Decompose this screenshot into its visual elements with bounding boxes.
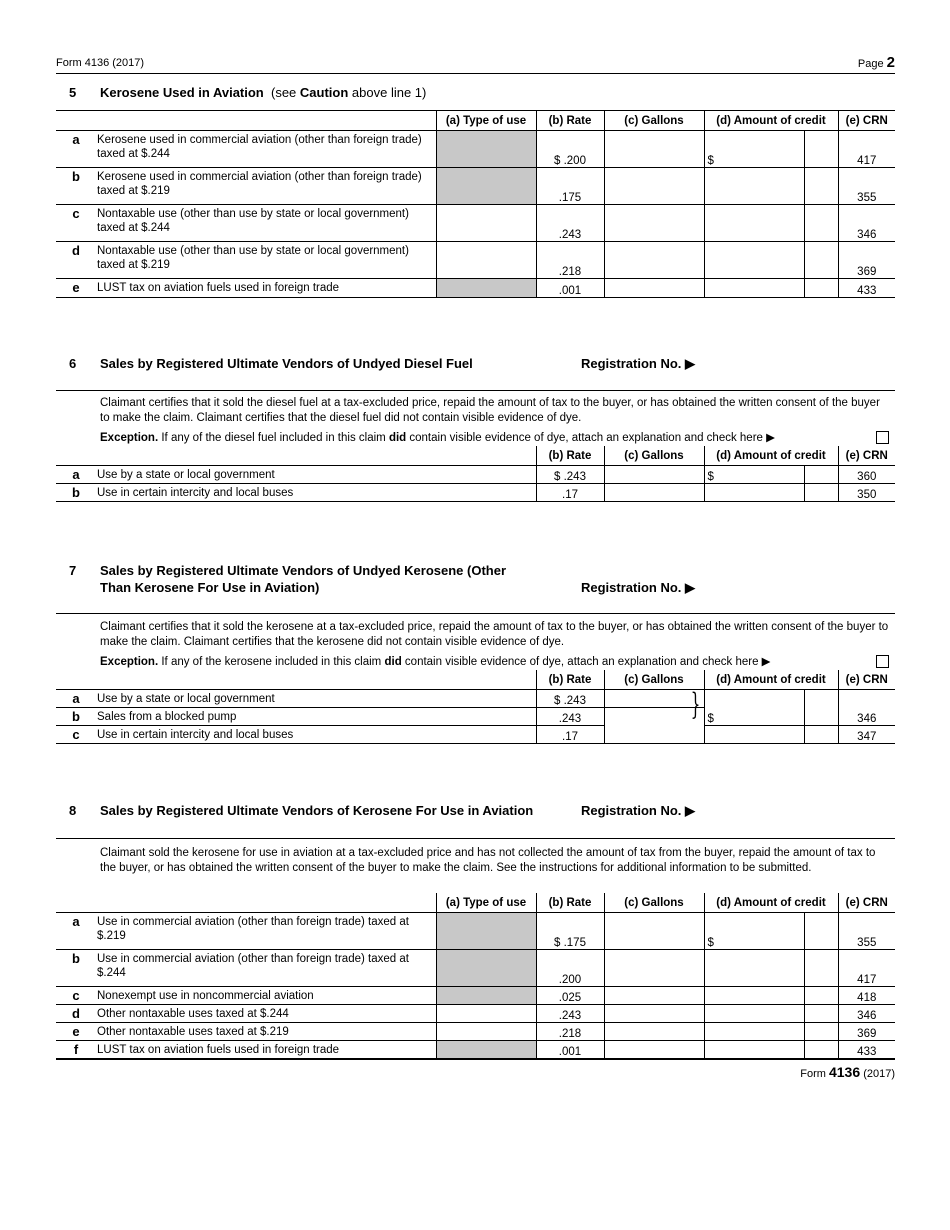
registration-number-label: Registration No. ▶ — [581, 803, 696, 818]
type-of-use-input — [436, 131, 536, 168]
type-of-use-input[interactable] — [436, 242, 536, 279]
section-7-exception: Exception. If any of the kerosene included in this claim did contain visible evidence of dye, attach an explanation and check here ▶ — [100, 656, 771, 668]
col-type-of-use: (a) Type of use — [436, 893, 536, 913]
col-crn: (e) CRN — [838, 446, 895, 466]
table-row: e Other nontaxable uses taxed at $.219 .218 369 — [56, 1023, 895, 1041]
col-rate: (b) Rate — [536, 893, 604, 913]
table-header-row — [56, 670, 895, 690]
type-of-use-input[interactable] — [436, 1023, 536, 1041]
table-header-row — [56, 111, 895, 131]
section-8-certification: Claimant sold the kerosene for use in aviation at a tax-excluded price and has not collected the amount of tax from the buyer, repaid the amount of tax to the buyer, or has obtained the written consent of the buyer to make the claim. See the instructions for additional information to be submitted. — [100, 847, 876, 874]
col-crn: (e) CRN — [838, 893, 895, 913]
table-row: c Use in certain intercity and local buses .17 347 — [56, 726, 895, 744]
section-7-table — [56, 670, 895, 744]
col-amount-of-credit: (d) Amount of credit — [704, 111, 838, 131]
type-of-use-input — [436, 279, 536, 298]
amount-input[interactable] — [704, 168, 804, 205]
registration-number-label: Registration No. ▶ — [581, 356, 696, 371]
table-row: a Use by a state or local government $ .243 $ 360 — [56, 466, 895, 484]
section-6-table — [56, 446, 895, 502]
gallons-input[interactable] — [604, 242, 704, 279]
table-row: d Nontaxable use (other than use by state or local government) taxed at $.219 .218 369 — [56, 242, 895, 279]
form-header-label: Form 4136 (2017) — [56, 57, 145, 69]
section-7-rule — [56, 613, 895, 614]
table-row: a Kerosene used in commercial aviation (other than foreign trade) taxed at $.244 $ .200 $ 417 — [56, 131, 895, 168]
page-number: 2 — [886, 54, 895, 71]
type-of-use-input[interactable] — [436, 1005, 536, 1023]
col-crn: (e) CRN — [838, 670, 895, 690]
table-row: c Nonexempt use in noncommercial aviation .025 418 — [56, 987, 895, 1005]
section-7-heading-line1: Sales by Registered Ultimate Vendors of Undyed Kerosene (Other — [100, 563, 507, 578]
gallons-input[interactable] — [604, 1005, 704, 1023]
gallons-input[interactable] — [604, 950, 704, 987]
amount-input[interactable] — [704, 279, 804, 298]
section-6-exception: Exception. If any of the diesel fuel included in this claim did contain visible evidence of dye, attach an explanation and check here ▶ — [100, 432, 775, 444]
amount-input[interactable]: $ — [704, 708, 804, 726]
type-of-use-input[interactable] — [436, 205, 536, 242]
gallons-input[interactable] — [604, 466, 704, 484]
gallons-input[interactable] — [604, 131, 704, 168]
table-row: e LUST tax on aviation fuels used in foreign trade .001 433 — [56, 279, 895, 298]
table-row: b Sales from a blocked pump .243 $ 346 — [56, 708, 895, 726]
gallons-input[interactable] — [604, 987, 704, 1005]
gallons-input[interactable] — [604, 484, 704, 502]
amount-input[interactable] — [704, 726, 804, 744]
amount-input[interactable] — [704, 987, 804, 1005]
gallons-input[interactable] — [604, 1023, 704, 1041]
amount-input[interactable]: $ — [704, 466, 804, 484]
section-7-heading-line2: Than Kerosene For Use in Aviation) — [100, 580, 320, 595]
amount-input[interactable] — [704, 242, 804, 279]
gallons-input[interactable] — [604, 708, 704, 726]
gallons-input[interactable] — [604, 1041, 704, 1059]
amount-input[interactable] — [704, 205, 804, 242]
table-row: c Nontaxable use (other than use by state or local government) taxed at $.244 .243 346 — [56, 205, 895, 242]
section-6-certification: Claimant certifies that it sold the diesel fuel at a tax-excluded price, repaid the amount of tax to the buyer, or has obtained the written consent of the buyer to make the claim. Claimant certifies that the diesel fuel did not contain visible evidence of dye. — [100, 397, 880, 424]
col-rate: (b) Rate — [536, 111, 604, 131]
gallons-input[interactable] — [604, 690, 704, 708]
section-8-rule — [56, 838, 895, 839]
amount-input[interactable]: $ — [704, 131, 804, 168]
table-row: b Kerosene used in commercial aviation (other than foreign trade) taxed at $.219 .175 355 — [56, 168, 895, 205]
gallons-input[interactable] — [604, 168, 704, 205]
amount-input[interactable] — [704, 950, 804, 987]
col-gallons: (c) Gallons — [604, 111, 704, 131]
table-row: d Other nontaxable uses taxed at $.244 .243 346 — [56, 1005, 895, 1023]
type-of-use-input — [436, 1041, 536, 1059]
table-row: b Use in certain intercity and local buses .17 350 — [56, 484, 895, 502]
col-rate: (b) Rate — [536, 446, 604, 466]
gallons-input[interactable] — [604, 913, 704, 950]
form-number: 4136 — [828, 1064, 861, 1080]
table-row: f LUST tax on aviation fuels used in foreign trade .001 433 — [56, 1041, 895, 1059]
amount-input[interactable] — [704, 1005, 804, 1023]
amount-input[interactable] — [704, 1023, 804, 1041]
type-of-use-input — [436, 168, 536, 205]
section-6-heading: Sales by Registered Ultimate Vendors of Undyed Diesel Fuel — [100, 356, 473, 371]
section-7-dye-checkbox[interactable] — [876, 655, 889, 668]
amount-input[interactable]: $ — [704, 913, 804, 950]
col-type-of-use: (a) Type of use — [436, 111, 536, 131]
section-6-dye-checkbox[interactable] — [876, 431, 889, 444]
type-of-use-input — [436, 987, 536, 1005]
col-amount-of-credit: (d) Amount of credit — [704, 893, 838, 913]
gallons-input[interactable] — [604, 205, 704, 242]
amount-input — [704, 690, 804, 708]
brace-icon: } — [690, 687, 701, 722]
section-8-table — [56, 893, 895, 1060]
col-rate: (b) Rate — [536, 670, 604, 690]
col-amount-of-credit: (d) Amount of credit — [704, 446, 838, 466]
table-row: b Use in commercial aviation (other than foreign trade) taxed at $.244 .200 417 — [56, 950, 895, 987]
page-number-label: Page 2 — [857, 54, 895, 71]
amount-input[interactable] — [704, 484, 804, 502]
registration-number-label: Registration No. ▶ — [581, 580, 696, 595]
section-8-heading: Sales by Registered Ultimate Vendors of Kerosene For Use in Aviation — [100, 803, 534, 818]
col-crn: (e) CRN — [838, 111, 895, 131]
table-row: a Use in commercial aviation (other than foreign trade) taxed at $.219 $ .175 $ 355 — [56, 913, 895, 950]
col-gallons: (c) Gallons — [604, 670, 704, 690]
type-of-use-input — [436, 950, 536, 987]
section-6-rule — [56, 390, 895, 391]
amount-input[interactable] — [704, 1041, 804, 1059]
col-amount-of-credit: (d) Amount of credit — [704, 670, 838, 690]
form-page: Form 4136 (2017) Page 2 5 Kerosene Used in Aviation (see Caution above line 1) (a) Type of use (b) Rate (c) Gallons (d) Amount of credit (e) CRN a Kerosene used in commercial aviation (other than foreign trade) taxed at $.244 $ .200 $ 417 b Kerosene used in commercial aviation (other than foreign trade) taxed at $.219 .175 355 c Nontaxable use (other than use by state or local government) taxed at $.244 .243 346 d Nontaxable use (other than use by state or local government) taxed at $.219 .218 369 e LUST tax on aviation fuels used in foreign trade .001 433 6 Sales by Registered Ultimate Vendors of Undyed Diesel Fuel Registration No. ▶ Claimant certifies that it sold the diesel fuel at a tax-excluded price, repaid the amount of tax to the buyer, or has obtained the written consent of the buyer to make the claim. Claimant certifies that the diesel fuel did not contain visible evidence of dye. Exception. If any of the diesel fuel included in this claim did contain visible evidence of dye, attach an explanation and check here ▶ (b) Rate (c) Gallons (d) Amount of credit (e) CRN a Use by a state or local government $ .243 $ 360 b Use in certain intercity and local buses .17 350 7 Sales by Registered Ultimate Vendors of Undyed Kerosene (Other Than Kerosene For Use in Aviation) Registration No. ▶ Claimant certifies that it sold the kerosene at a tax-excluded price, repaid the amount of tax to the buyer, or has obtained the written consent of the buyer to make the claim. Claimant certifies that the kerosene did not contain visible evidence of dye. Exception. If any of the kerosene included in this claim did contain visible evidence of dye, attach an explanation and check here ▶ (b) Rate (c) Gallons (d) Amount of credit (e) CRN a Use by a state or local government $ .243 b Sales from a blocked pump .243 $ 346 c Use in certain intercity and local buses .17 347 } 8 Sales by Registered Ultimate Vendors of Kerosene For Use in Aviation Registration No. ▶ Claimant sold the kerosene for use in aviation at a tax-excluded price and has not collected the amount of tax from the buyer, repaid the amount of tax to the buyer, or has obtained the written consent of the buyer to make the claim. See the instructions for additional information to be submitted. (a) Type of use (b) Rate (c) Gallons (d) Amount of credit (e) CRN a Use in commercial aviation (other than foreign trade) taxed at $.219 $ .175 $ 355 b Use in commercial aviation (other than foreign trade) taxed at $.244 .200 417 c Nonexempt use in noncommercial aviation .025 418 d Other nontaxable uses taxed at $.244 .243 346 e Other nontaxable uses taxed at $.219 .218 369 f LUST tax on aviation fuels used in foreign trade .001 433 Form 4136 (2017) — [56, 54, 895, 1080]
section-7-certification: Claimant certifies that it sold the kerosene at a tax-excluded price, repaid the amount of tax to the buyer, or has obtained the written consent of the buyer to make the claim. Claimant certifies that the kerosene did not contain visible evidence of dye. — [100, 621, 889, 648]
type-of-use-input — [436, 913, 536, 950]
form-footer: Form 4136 (2017) — [800, 1064, 895, 1080]
table-row: a Use by a state or local government $ .243 — [56, 690, 895, 708]
header-rule — [56, 73, 895, 74]
section-5-heading: Kerosene Used in Aviation — [100, 85, 264, 100]
gallons-input[interactable] — [604, 279, 704, 298]
table-header-row — [56, 893, 895, 913]
section-5-table — [56, 111, 895, 298]
gallons-input[interactable] — [604, 726, 704, 744]
col-gallons: (c) Gallons — [604, 893, 704, 913]
table-header-row — [56, 446, 895, 466]
col-gallons: (c) Gallons — [604, 446, 704, 466]
